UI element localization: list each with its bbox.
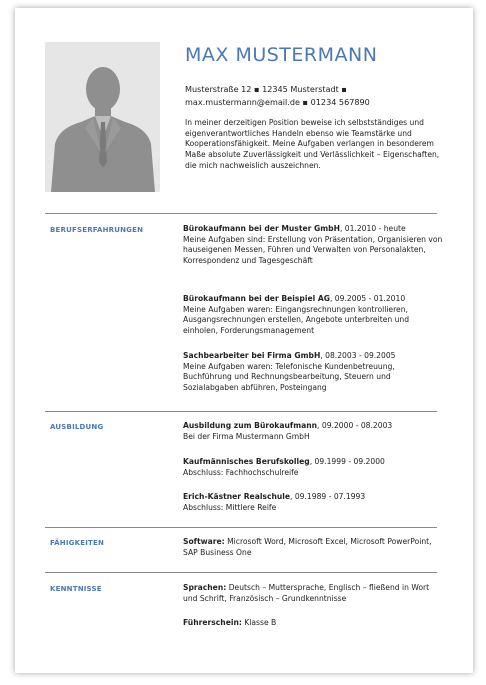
entry-date: , 09.1999 - 09.2000	[309, 457, 385, 466]
profile-summary: In meiner derzeitigen Position beweise ich selbstständiges und eigenverantwortliches Handeln ebenso wie Teamstärke und Kooperationsfähigkeit. Meine Aufgaben verlangen in besonderem Maße absolute Zuverlässigkeit und Verlässlichkeit – Eigenschaften, die mich nachweislich auszeichnen.	[185, 118, 440, 170]
entry-description: Abschluss: Mittlere Reife	[183, 502, 277, 512]
entry-title: Erich-Kästner Realschule	[183, 492, 291, 501]
section-divider	[45, 527, 437, 528]
entry-date: , 09.2000 - 08.2003	[317, 421, 393, 430]
section-divider	[45, 411, 437, 412]
contact-info	[185, 83, 455, 109]
entry-description: Meine Aufgaben waren: Eingangsrechnungen kontrollieren, Ausgangsrechnungen erstellen, Angebote unterbreiten und einholen, Forderungsmanagement	[183, 304, 410, 336]
experience-entry	[183, 351, 445, 394]
profile-photo-placeholder	[45, 42, 160, 192]
entry-description: Abschluss: Fachhochschulreife	[183, 467, 299, 477]
entry-date: , 09.1989 - 07.1993	[290, 492, 366, 501]
knowledge-entry	[183, 618, 445, 629]
entry-description: Bei der Firma Mustermann GmbH	[183, 431, 310, 441]
section-label-knowledge: KENNTNISSE	[50, 585, 102, 593]
entry-title: Kaufmännisches Berufskolleg	[183, 457, 310, 466]
cv-page	[15, 8, 473, 673]
entry-title: Sprachen:	[183, 583, 227, 592]
entry-description: Meine Aufgaben sind: Erstellung von Präsentation, Organisieren von hauseigenen Messen, Führen und Verwalten von Personalakten, Korrespondenz und Tagesgeschäft	[183, 234, 443, 266]
entry-text: Deutsch – Muttersprache, Englisch – fließend in Wort und Schrift, Französisch – Grundkenntnisse	[183, 583, 430, 603]
entry-title: Software:	[183, 537, 225, 546]
entry-date: , 08.2003 - 09.2005	[320, 351, 396, 360]
section-label-skills: FÄHIGKEITEN	[50, 539, 105, 547]
skills-entry	[183, 537, 445, 558]
entry-title: Führerschein:	[183, 618, 242, 627]
entry-description: Meine Aufgaben waren: Telefonische Kundenbetreuung, Buchführung und Rechnungsbearbeitung, Steuern und Sozialabgaben abführen, Posteingang	[183, 361, 395, 393]
entry-title: Bürokaufmann bei der Beispiel AG	[183, 294, 330, 303]
experience-entry	[183, 294, 445, 337]
applicant-name: MAX MUSTERMANN	[185, 44, 378, 66]
person-silhouette-icon	[45, 42, 160, 192]
section-divider	[45, 572, 437, 573]
education-entry	[183, 492, 445, 513]
experience-entry	[183, 224, 445, 267]
entry-date: , 01.2010 - heute	[339, 224, 406, 233]
address-line: Musterstraße 12 ▪ 12345 Musterstadt ▪	[185, 84, 347, 94]
entry-title: Bürokaufmann bei der Muster GmbH	[183, 224, 340, 233]
entry-text: Klasse B	[241, 618, 277, 627]
entry-title: Sachbearbeiter bei Firma GmbH	[183, 351, 321, 360]
email-phone-line: max.mustermann@email.de ▪ 01234 567890	[185, 97, 370, 107]
entry-date: , 09.2005 - 01.2010	[329, 294, 406, 303]
section-label-education: AUSBILDUNG	[50, 423, 104, 431]
education-entry	[183, 457, 445, 478]
section-label-experience: BERUFSERFAHRUNGEN	[50, 226, 144, 234]
entry-title: Ausbildung zum Bürokaufmann	[183, 421, 318, 430]
knowledge-entry	[183, 583, 445, 604]
education-entry	[183, 421, 445, 442]
section-divider	[45, 213, 437, 214]
entry-text: Microsoft Word, Microsoft Excel, Microsoft PowerPoint, SAP Business One	[183, 537, 432, 557]
